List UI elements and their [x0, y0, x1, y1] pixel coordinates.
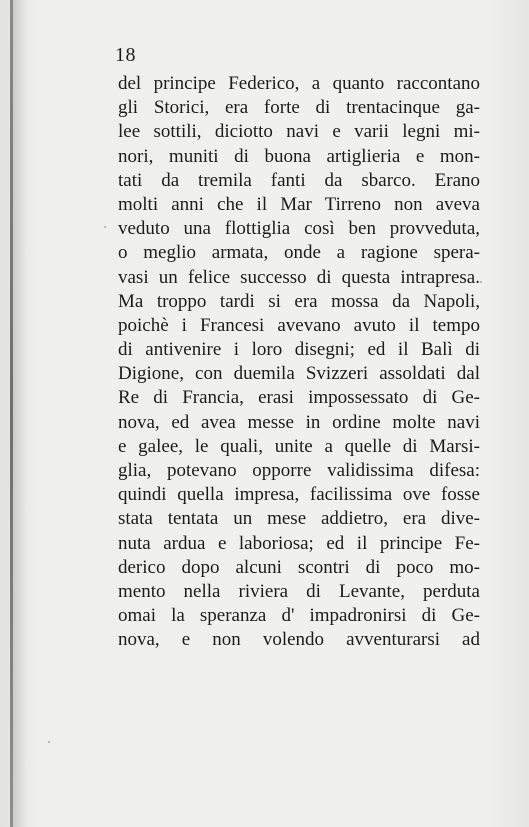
text-line: nova, e non volendo avventurarsi ad — [118, 629, 480, 651]
text-line: molti anni che il Mar Tirreno non aveva — [118, 193, 480, 215]
text-line: nuta ardua e laboriosa; ed il principe Fe- — [118, 532, 480, 554]
text-line: o meglio armata, onde a ragione spera- — [118, 242, 480, 264]
text-line: Digione, con duemila Svizzeri assoldati dal — [118, 363, 480, 385]
text-line: glia, potevano opporre validissima difesa: — [118, 460, 480, 481]
text-line: mento nella riviera di Levante, perduta — [118, 580, 480, 602]
text-line: omai la speranza d' impadronirsi di Ge- — [118, 605, 480, 627]
paper-speck — [480, 281, 482, 283]
text-line: veduto una flottiglia così ben provveduta, — [118, 218, 480, 240]
text-line: quindi quella impresa, facilissima ove fosse — [118, 484, 480, 506]
text-line: e galee, le quali, unite a quelle di Marsi- — [118, 435, 480, 457]
text-line: Re di Francia, erasi impossessato di Ge- — [118, 387, 480, 409]
text-line: tati da tremila fanti da sbarco. Erano — [118, 169, 480, 191]
text-line: derico dopo alcuni scontri di poco mo- — [118, 556, 480, 578]
text-line: Ma troppo tardi si era mossa da Napoli, — [118, 290, 480, 312]
paper-speck — [48, 741, 50, 743]
text-line: stata tentata un mese addietro, era dive- — [118, 508, 480, 530]
paper-speck — [104, 226, 106, 228]
text-line: del principe Federico, a quanto raccontano — [118, 73, 480, 94]
text-line: poichè i Francesi avevano avuto il tempo — [118, 314, 480, 336]
body-text — [118, 72, 480, 653]
text-line: vasi un felice successo di questa intrapresa. — [118, 266, 480, 288]
text-line: gli Storici, era forte di trentacinque ga- — [118, 97, 480, 119]
text-line: lee sottili, diciotto navi e varii legni mi- — [118, 121, 480, 143]
text-line: di antivenire i loro disegni; ed il Balì di — [118, 339, 480, 361]
binding-gutter-shadow — [13, 0, 27, 827]
text-line: nori, muniti di buona artiglieria e mon- — [118, 145, 480, 167]
text-line: nova, ed avea messe in ordine molte navi — [118, 411, 480, 433]
page-number: 18 — [115, 44, 136, 66]
